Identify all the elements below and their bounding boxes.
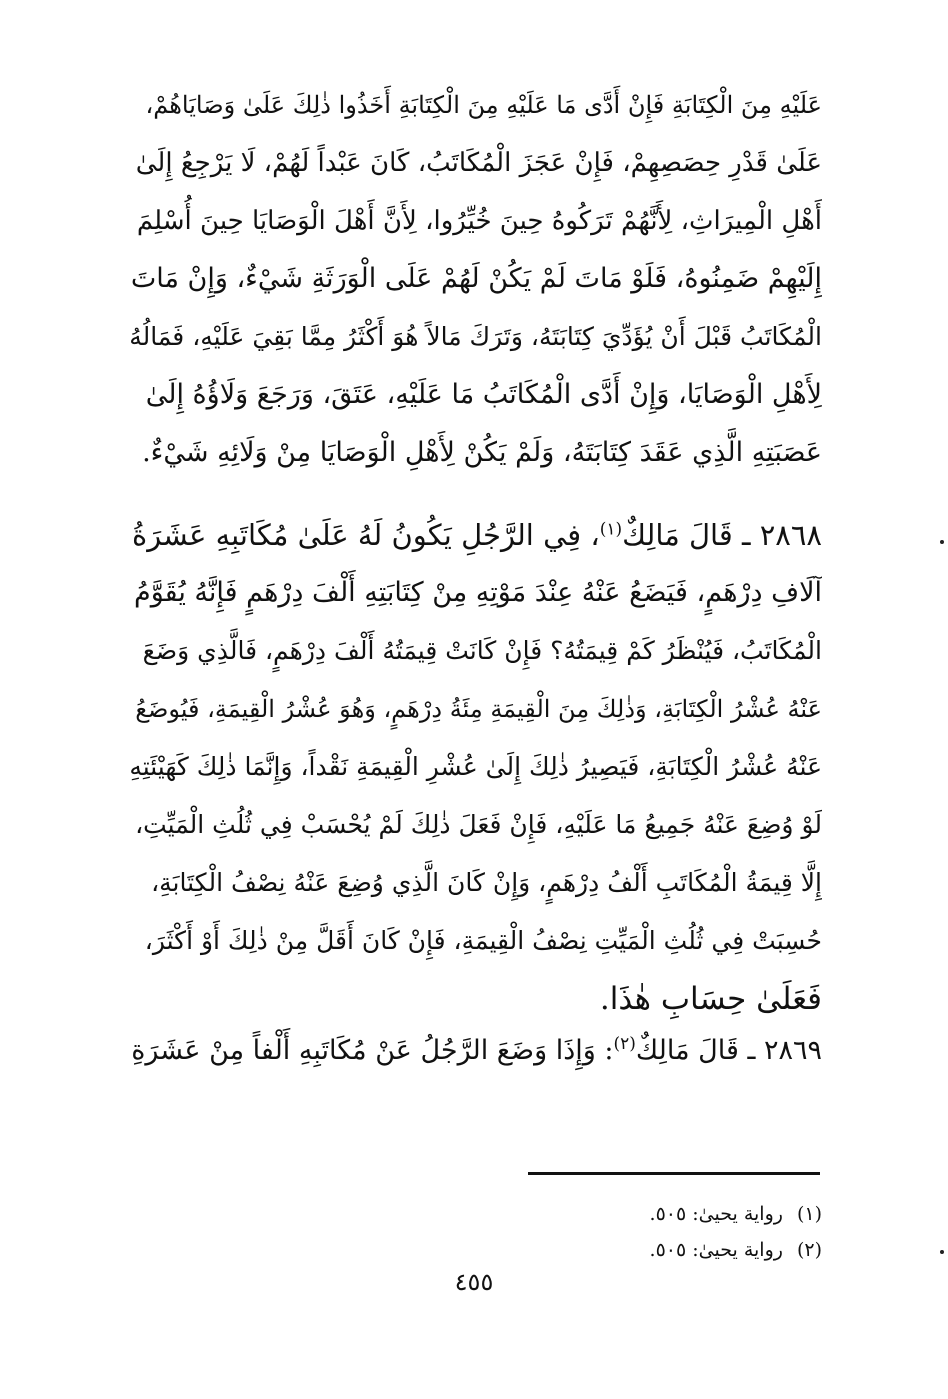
page-number: ٤٥٥: [454, 1268, 494, 1296]
footnote-text: رواية يحيىٰ: ٥٠٥.: [649, 1203, 783, 1225]
speaker-attribution: قَالَ مَالِكٌ: [622, 518, 733, 552]
text-line: حُسِبَتْ فِي ثُلُثِ الْمَيِّتِ نِصْفُ الْقِيمَةِ، فَإِنْ كَانَ أَقَلَّ مِنْ ذٰلِكَ أَوْ أَكْثَرَ،: [144, 926, 822, 955]
footnote-reference: (٢): [613, 1034, 636, 1054]
text-line: لِأَهْلِ الْوَصَايَا، وَإِنْ أَدَّى الْمُكَاتَبُ مَا عَلَيْهِ، عَتَقَ، وَرَجَعَ وَلَاؤُهُ إِلَىٰ: [145, 379, 822, 410]
scan-edge-mark: [940, 540, 944, 544]
text-line: ٢٨٦٨ ـ قَالَ مَالِكٌ$^{(١)}$، فِي الرَّجُلِ يَكُونُ لَهُ عَلَىٰ مُكَاتَبِهِ عَشَرَةُ: [132, 518, 822, 552]
text-line: عَنْهُ عُشْرُ الْكِتَابَةِ، وَذٰلِكَ مِنَ الْقِيمَةِ مِئَةُ دِرْهَمٍ، وَهُوَ عُشْرُ الْقِيمَةِ، فَيُوضَعُ: [135, 695, 822, 723]
text-line: أَهْلِ الْمِيرَاثِ، لِأَنَّهُمْ تَرَكُوهُ حِينَ خُيِّرُوا، لِأَنَّ أَهْلَ الْوَصَايَا حِينَ أُسْلِمَ: [136, 206, 822, 236]
paragraph-continuation: [128, 76, 822, 482]
text-line: الْمُكَاتَبُ قَبْلَ أَنْ يُؤَدِّيَ كِتَابَتَهُ، وَتَرَكَ مَالاً هُوَ أَكْثَرُ مِمَّا بَقِيَ عَلَيْهِ، فَمَالُهُ: [129, 322, 822, 351]
text-line: عَنْهُ عُشْرُ الْكِتَابَةِ، فَيَصِيرُ ذٰلِكَ إِلَىٰ عُشْرِ الْقِيمَةِ نَقْداً، وَإِنَّمَا ذٰلِكَ كَهَيْئَتِهِ: [129, 752, 822, 781]
footnote-mark: (١): [796, 1203, 822, 1225]
text-line: عَلَىٰ قَدْرِ حِصَصِهِمْ، فَإِنْ عَجَزَ الْمُكَاتَبُ، كَانَ عَبْداً لَهُمْ، لَا يَرْجِعُ إِلَىٰ: [135, 148, 822, 178]
paragraph-number: ٢٨٦٩: [763, 1035, 822, 1066]
text-line: عَصَبَتِهِ الَّذِي عَقَدَ كِتَابَتَهُ، وَلَمْ يَكُنْ لِأَهْلِ الْوَصَايَا مِنْ وَلَائِهِ شَيْءٌ.: [142, 437, 822, 468]
footnote-item: [500, 1232, 822, 1268]
footnotes: [500, 1196, 822, 1268]
text-segment: ، فِي الرَّجُلِ يَكُونُ لَهُ عَلَىٰ مُكَاتَبِهِ عَشَرَةُ: [132, 518, 600, 552]
text-line: فَعَلَىٰ حِسَابِ هٰذَا.: [599, 981, 822, 1017]
footnote-item: [500, 1196, 822, 1232]
text-line: ٢٨٦٩ ـ قَالَ مَالِكٌ$^{(٢)}$: وَإِذَا وَضَعَ الرَّجُلُ عَنْ مُكَاتَبِهِ أَلْفاً مِنْ عَشَرَةِ: [131, 1034, 822, 1066]
paragraph-2869: [128, 1022, 822, 1080]
text-segment: : وَإِذَا وَضَعَ الرَّجُلُ عَنْ مُكَاتَبِهِ أَلْفاً مِنْ عَشَرَةِ: [131, 1035, 614, 1066]
footnote-reference: (١): [599, 519, 623, 540]
text-line: إِلَيْهِمْ ضَمِنُوهُ، فَلَوْ مَاتَ لَمْ يَكُنْ لَهُمْ عَلَى الْوَرَثَةِ شَيْءٌ، وَإِنْ مَاتَ: [130, 263, 822, 294]
text-line: إِلَّا قِيمَةُ الْمُكَاتَبِ أَلْفُ دِرْهَمٍ، وَإِنْ كَانَ الَّذِي وُضِعَ عَنْهُ نِصْفُ الْكِتَابَةِ،: [151, 868, 822, 897]
text-line: آلَافِ دِرْهَمٍ، فَيَضَعُ عَنْهُ عِنْدَ مَوْتِهِ مِنْ كِتَابَتِهِ أَلْفَ دِرْهَمٍ فَإِنَّهُ يُقَوَّمُ: [134, 577, 822, 608]
footnote-divider: [528, 1172, 820, 1175]
paragraph-number: ٢٨٦٨: [759, 518, 822, 552]
text-line: لَوْ وُضِعَ عَنْهُ جَمِيعُ مَا عَلَيْهِ، فَإِنْ فَعَلَ ذٰلِكَ لَمْ يُحْسَبْ فِي ثُلُثِ الْمَيِّتِ،: [135, 810, 822, 839]
footnote-mark: (٢): [796, 1239, 822, 1261]
text-line: الْمُكَاتَبُ، فَيُنْظَرُ كَمْ قِيمَتُهُ؟ فَإِنْ كَانَتْ قِيمَتُهُ أَلْفَ دِرْهَمٍ، فَالَّذِي وَضَعَ: [142, 636, 822, 665]
speaker-attribution: قَالَ مَالِكٌ: [635, 1035, 739, 1066]
text-line: عَلَيْهِ مِنَ الْكِتَابَةِ فَإِنْ أَدَّى مَا عَلَيْهِ مِنَ الْكِتَابَةِ أَخَذُوا ذٰلِكَ عَلَىٰ وَصَايَاهُمْ،: [145, 91, 822, 119]
footnote-text: رواية يحيىٰ: ٥٠٥.: [649, 1239, 783, 1261]
paragraph-2868: [128, 506, 822, 1028]
scan-edge-mark: [940, 1250, 944, 1254]
